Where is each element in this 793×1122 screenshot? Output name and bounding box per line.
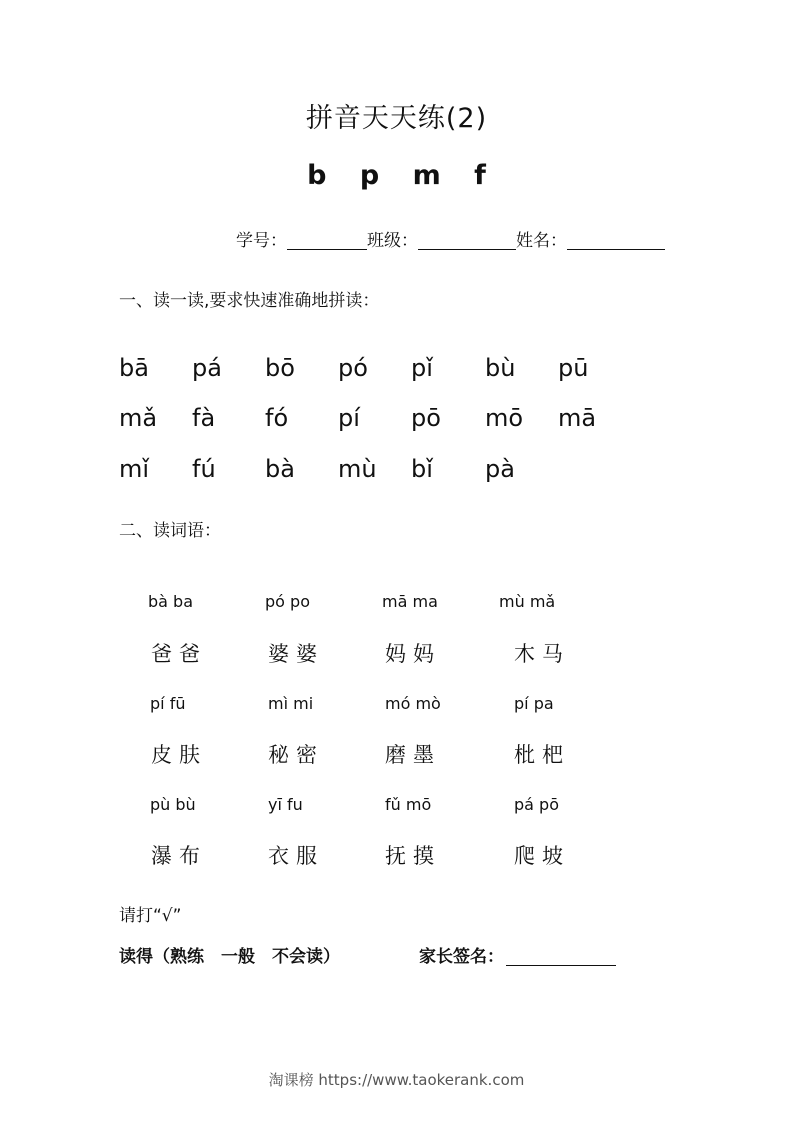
syllable: fú: [192, 455, 216, 483]
word-pinyin: bà ba: [148, 592, 194, 611]
parent-signature-blank[interactable]: [506, 947, 616, 966]
word-pinyin: mù mǎ: [499, 592, 556, 611]
syllable: pí: [338, 404, 360, 432]
syllable: mǎ: [119, 404, 158, 432]
consonant-letters: [0, 160, 793, 191]
word-hanzi: 抚摸: [385, 844, 441, 868]
section2-heading: 二、读词语：: [119, 521, 221, 541]
syllable: pó: [338, 354, 368, 382]
syllable: pō: [411, 404, 441, 432]
syllable: pǐ: [411, 354, 433, 382]
letter-p: p: [359, 160, 380, 191]
syllable: mō: [485, 404, 524, 432]
syllable: pà: [485, 455, 515, 483]
page-title: 拼音天天练(2): [305, 103, 488, 134]
word-pinyin: mó mò: [385, 694, 441, 713]
syllable: bā: [119, 354, 149, 382]
syllable: mā: [558, 404, 597, 432]
parent-signature-label: 家长签名：: [419, 947, 504, 967]
letter-f: f: [474, 160, 486, 191]
check-prompt: 请打“√”: [119, 906, 182, 926]
student-no-blank[interactable]: [287, 231, 367, 250]
name-blank[interactable]: [567, 231, 665, 250]
syllable: pá: [192, 354, 222, 382]
syllable: bǐ: [411, 455, 433, 483]
word-pinyin: mì mi: [268, 694, 314, 713]
letter-m: m: [412, 160, 441, 191]
syllable: pū: [558, 354, 589, 382]
syllable: bō: [265, 354, 295, 382]
word-pinyin: pá pō: [514, 795, 559, 814]
letter-b: b: [307, 160, 327, 191]
word-hanzi: 枇杷: [514, 743, 570, 767]
name-label: 姓名：: [516, 231, 567, 251]
student-info-row: [236, 226, 665, 251]
word-pinyin: pí pa: [514, 694, 554, 713]
word-pinyin: mā ma: [382, 592, 438, 611]
student-no-label: 学号：: [236, 231, 287, 251]
section1-heading: 一、读一读,要求快速准确地拼读：: [119, 291, 380, 311]
word-hanzi: 妈妈: [385, 642, 441, 666]
syllable: mù: [338, 455, 377, 483]
syllable: bù: [485, 354, 516, 382]
word-pinyin: pù bù: [150, 795, 196, 814]
word-hanzi: 皮肤: [151, 743, 207, 767]
word-hanzi: 瀑布: [151, 844, 207, 868]
syllable: mǐ: [119, 455, 150, 483]
word-pinyin: fǔ mō: [385, 795, 432, 814]
class-label: 班级：: [367, 231, 418, 251]
word-hanzi: 磨墨: [385, 743, 441, 767]
word-hanzi: 婆婆: [268, 642, 324, 666]
word-hanzi: 衣服: [268, 844, 324, 868]
syllable: fà: [192, 404, 216, 432]
reading-options: 读得（熟练 一般 不会读）: [119, 947, 340, 967]
class-blank[interactable]: [418, 231, 516, 250]
word-hanzi: 木马: [514, 642, 570, 666]
word-pinyin: pí fū: [150, 694, 186, 713]
syllable: bà: [265, 455, 295, 483]
word-hanzi: 爸爸: [151, 642, 207, 666]
word-hanzi: 秘密: [268, 743, 324, 767]
footer-watermark: 淘课榜 https://www.taokerank.com: [268, 1071, 525, 1089]
word-pinyin: pó po: [265, 592, 310, 611]
word-pinyin: yī fu: [268, 795, 303, 814]
syllable: fó: [265, 404, 289, 432]
word-hanzi: 爬坡: [514, 844, 570, 868]
parent-signature-row: [419, 942, 616, 967]
